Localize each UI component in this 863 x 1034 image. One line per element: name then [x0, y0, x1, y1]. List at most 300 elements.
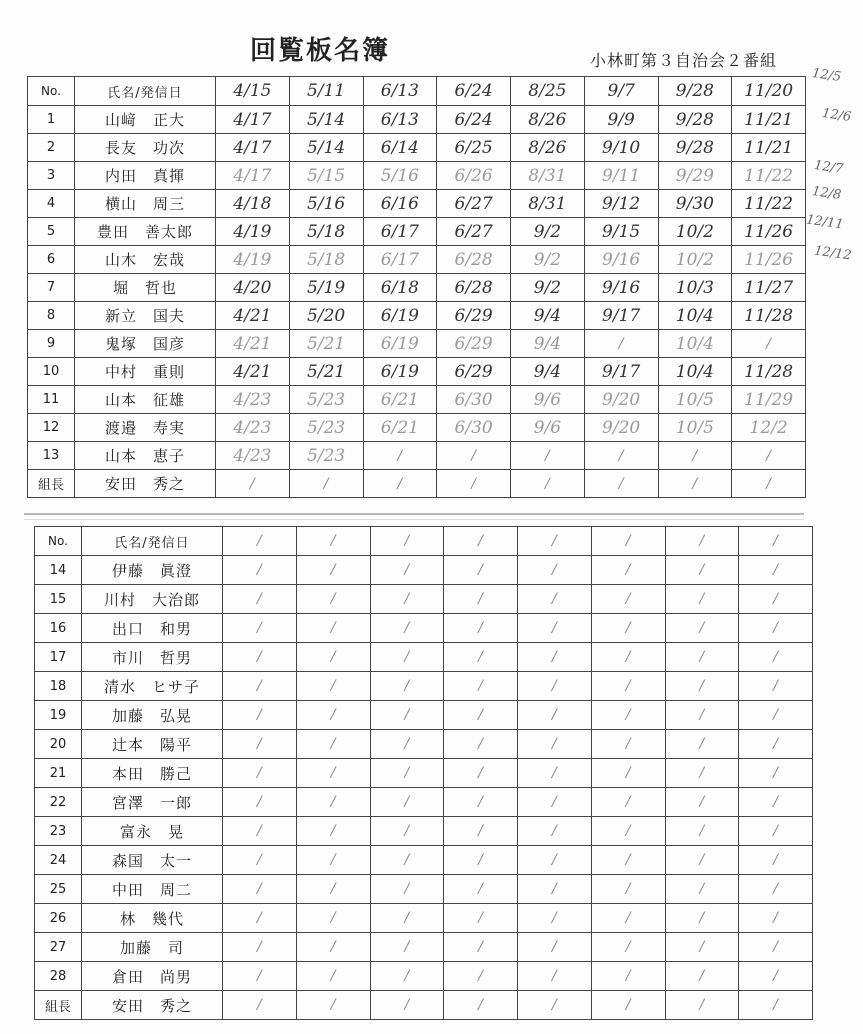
- row-number: 15: [35, 585, 82, 614]
- table-row: [35, 846, 813, 875]
- received-date: 6/27: [437, 218, 511, 246]
- empty-date-cell: /: [296, 585, 370, 614]
- received-date: /: [584, 330, 658, 358]
- received-date: 5/16: [363, 162, 437, 190]
- row-number: 12: [28, 414, 75, 442]
- empty-date-cell: /: [444, 672, 518, 701]
- empty-date-cell: /: [739, 817, 813, 846]
- table-row: [28, 134, 806, 162]
- empty-date-cell: /: [296, 701, 370, 730]
- header-row: [35, 527, 813, 556]
- member-name: 新立 国夫: [75, 302, 216, 330]
- received-date: 6/19: [363, 330, 437, 358]
- member-name: 加藤 弘晃: [82, 701, 223, 730]
- table-row: [35, 672, 813, 701]
- received-date: 5/21: [289, 358, 363, 386]
- empty-date-cell: /: [370, 701, 444, 730]
- empty-date-cell: /: [591, 933, 665, 962]
- empty-date-cell: /: [518, 730, 592, 759]
- table-row: [35, 991, 813, 1020]
- empty-date-cell: /: [739, 585, 813, 614]
- row-number: 17: [35, 643, 82, 672]
- received-date: 9/2: [511, 246, 585, 274]
- row-number: 28: [35, 962, 82, 991]
- received-date: 11/28: [732, 358, 806, 386]
- row-number: 18: [35, 672, 82, 701]
- empty-date-cell: /: [591, 556, 665, 585]
- empty-date-cell: /: [370, 817, 444, 846]
- empty-date-cell: /: [665, 875, 739, 904]
- received-date: 10/5: [658, 414, 732, 442]
- received-date: 6/17: [363, 218, 437, 246]
- empty-date-cell: /: [739, 991, 813, 1020]
- received-date: /: [216, 470, 290, 498]
- received-date: 6/24: [437, 106, 511, 134]
- empty-date-cell: /: [665, 672, 739, 701]
- received-date: 8/31: [511, 190, 585, 218]
- received-date: 6/16: [363, 190, 437, 218]
- received-date: 10/4: [658, 330, 732, 358]
- received-date: 4/21: [216, 358, 290, 386]
- margin-note: 12/5: [811, 66, 843, 85]
- received-date: 11/21: [732, 134, 806, 162]
- empty-date-cell: /: [518, 759, 592, 788]
- empty-date-cell: /: [223, 846, 297, 875]
- empty-date-cell: /: [296, 875, 370, 904]
- margin-note: 12/7: [813, 158, 845, 177]
- table-row: [28, 106, 806, 134]
- empty-date-cell: /: [370, 904, 444, 933]
- row-number: 21: [35, 759, 82, 788]
- received-date: 6/28: [437, 246, 511, 274]
- member-name: 鬼塚 国彦: [75, 330, 216, 358]
- row-number: 2: [28, 134, 75, 162]
- received-date: /: [511, 470, 585, 498]
- empty-date-cell: /: [296, 730, 370, 759]
- margin-note: 12/11: [805, 212, 845, 233]
- empty-date-cell: /: [370, 759, 444, 788]
- received-date: 6/27: [437, 190, 511, 218]
- empty-date-cell: /: [591, 730, 665, 759]
- empty-date-cell: /: [370, 933, 444, 962]
- empty-date-cell: /: [665, 556, 739, 585]
- empty-date-cell: /: [518, 788, 592, 817]
- empty-date-cell: /: [591, 904, 665, 933]
- member-name: 横山 周三: [75, 190, 216, 218]
- empty-date-cell: /: [370, 846, 444, 875]
- member-name: 山本 恵子: [75, 442, 216, 470]
- empty-date-cell: /: [223, 556, 297, 585]
- received-date: 8/26: [511, 134, 585, 162]
- received-date: 4/23: [216, 442, 290, 470]
- row-number: 1: [28, 106, 75, 134]
- empty-date-cell: /: [223, 672, 297, 701]
- member-name: 森国 太一: [82, 846, 223, 875]
- empty-date-cell: /: [296, 556, 370, 585]
- member-name: 渡邉 寿実: [75, 414, 216, 442]
- member-name: 清水 ヒサ子: [82, 672, 223, 701]
- received-date: /: [511, 442, 585, 470]
- empty-date-cell: /: [518, 817, 592, 846]
- row-number: 組長: [35, 991, 82, 1020]
- member-name: 豊田 善太郎: [75, 218, 216, 246]
- empty-date-cell: /: [296, 991, 370, 1020]
- empty-date-cell: /: [370, 875, 444, 904]
- empty-date-cell: /: [591, 817, 665, 846]
- received-date: 9/17: [584, 358, 658, 386]
- received-date: 9/16: [584, 246, 658, 274]
- row-number: 16: [35, 614, 82, 643]
- empty-date-cell: /: [444, 730, 518, 759]
- row-number: 19: [35, 701, 82, 730]
- received-date: 9/20: [584, 386, 658, 414]
- received-date: 6/19: [363, 358, 437, 386]
- empty-date-cell: /: [739, 788, 813, 817]
- received-date: 5/23: [289, 442, 363, 470]
- received-date: /: [437, 470, 511, 498]
- empty-date-cell: /: [223, 788, 297, 817]
- member-name: 加藤 司: [82, 933, 223, 962]
- received-date: 4/17: [216, 162, 290, 190]
- empty-date-cell: /: [223, 991, 297, 1020]
- empty-date-cell: /: [665, 643, 739, 672]
- row-number: 4: [28, 190, 75, 218]
- row-number: 26: [35, 904, 82, 933]
- member-name: 中村 重則: [75, 358, 216, 386]
- received-date: 10/5: [658, 386, 732, 414]
- received-date: 6/14: [363, 134, 437, 162]
- empty-date-cell: /: [665, 962, 739, 991]
- header-date-cell: /: [444, 527, 518, 556]
- member-name: 市川 哲男: [82, 643, 223, 672]
- empty-date-cell: /: [739, 614, 813, 643]
- empty-date-cell: /: [518, 701, 592, 730]
- empty-date-cell: /: [444, 556, 518, 585]
- received-date: 5/19: [289, 274, 363, 302]
- received-date: 9/2: [511, 218, 585, 246]
- header-no: No.: [35, 527, 82, 556]
- empty-date-cell: /: [518, 585, 592, 614]
- received-date: 11/28: [732, 302, 806, 330]
- empty-date-cell: /: [444, 788, 518, 817]
- empty-date-cell: /: [739, 672, 813, 701]
- empty-date-cell: /: [223, 614, 297, 643]
- row-number: 9: [28, 330, 75, 358]
- received-date: 9/4: [511, 330, 585, 358]
- row-number: 24: [35, 846, 82, 875]
- empty-date-cell: /: [444, 643, 518, 672]
- received-date: 5/18: [289, 246, 363, 274]
- empty-date-cell: /: [591, 788, 665, 817]
- empty-date-cell: /: [665, 730, 739, 759]
- empty-date-cell: /: [739, 875, 813, 904]
- header-name: 氏名/発信日: [82, 527, 223, 556]
- received-date: 9/11: [584, 162, 658, 190]
- table-row: [35, 904, 813, 933]
- received-date: 9/10: [584, 134, 658, 162]
- empty-date-cell: /: [444, 701, 518, 730]
- margin-note: 12/8: [811, 184, 843, 203]
- empty-date-cell: /: [518, 962, 592, 991]
- received-date: 11/27: [732, 274, 806, 302]
- received-date: 4/19: [216, 218, 290, 246]
- header-date-cell: /: [223, 527, 297, 556]
- table-row: [35, 759, 813, 788]
- table-row: [28, 190, 806, 218]
- empty-date-cell: /: [739, 962, 813, 991]
- empty-date-cell: /: [370, 991, 444, 1020]
- empty-date-cell: /: [444, 759, 518, 788]
- received-date: 6/29: [437, 302, 511, 330]
- received-date: 6/21: [363, 414, 437, 442]
- header-date-cell: /: [665, 527, 739, 556]
- empty-date-cell: /: [665, 759, 739, 788]
- table-row: [35, 875, 813, 904]
- empty-date-cell: /: [665, 614, 739, 643]
- header-name: 氏名/発信日: [75, 77, 216, 106]
- member-name: 本田 勝己: [82, 759, 223, 788]
- empty-date-cell: /: [223, 817, 297, 846]
- row-number: 25: [35, 875, 82, 904]
- member-name: 倉田 尚男: [82, 962, 223, 991]
- table-row: [35, 701, 813, 730]
- empty-date-cell: /: [223, 643, 297, 672]
- received-date: 9/4: [511, 358, 585, 386]
- empty-date-cell: /: [591, 614, 665, 643]
- member-name: 伊藤 眞澄: [82, 556, 223, 585]
- empty-date-cell: /: [444, 991, 518, 1020]
- received-date: 9/29: [658, 162, 732, 190]
- page-title: 回覧板名簿: [250, 36, 391, 66]
- table-row: [35, 643, 813, 672]
- empty-date-cell: /: [739, 730, 813, 759]
- empty-date-cell: /: [591, 759, 665, 788]
- member-name: 川村 大治郎: [82, 585, 223, 614]
- member-name: 安田 秀之: [75, 470, 216, 498]
- table-row: [35, 556, 813, 585]
- received-date: /: [732, 330, 806, 358]
- member-name: 宮澤 一郎: [82, 788, 223, 817]
- row-number: 3: [28, 162, 75, 190]
- member-name: 林 幾代: [82, 904, 223, 933]
- empty-date-cell: /: [739, 556, 813, 585]
- empty-date-cell: /: [444, 904, 518, 933]
- row-number: 7: [28, 274, 75, 302]
- table-row: [35, 788, 813, 817]
- empty-date-cell: /: [444, 585, 518, 614]
- received-date: 9/28: [658, 134, 732, 162]
- received-date: 11/21: [732, 106, 806, 134]
- empty-date-cell: /: [296, 759, 370, 788]
- received-date: 6/30: [437, 386, 511, 414]
- received-date: 5/14: [289, 106, 363, 134]
- header-date: 8/25: [511, 77, 585, 106]
- empty-date-cell: /: [223, 701, 297, 730]
- received-date: 9/16: [584, 274, 658, 302]
- header-row: [28, 77, 806, 106]
- table-row: [28, 302, 806, 330]
- empty-date-cell: /: [665, 788, 739, 817]
- received-date: 9/4: [511, 302, 585, 330]
- empty-date-cell: /: [370, 556, 444, 585]
- table-row: [35, 585, 813, 614]
- received-date: 5/18: [289, 218, 363, 246]
- empty-date-cell: /: [444, 933, 518, 962]
- received-date: 4/23: [216, 386, 290, 414]
- empty-date-cell: /: [591, 701, 665, 730]
- empty-date-cell: /: [665, 933, 739, 962]
- received-date: 6/30: [437, 414, 511, 442]
- received-date: /: [732, 442, 806, 470]
- received-date: 6/21: [363, 386, 437, 414]
- empty-date-cell: /: [444, 962, 518, 991]
- received-date: 9/2: [511, 274, 585, 302]
- table-row: [28, 442, 806, 470]
- empty-date-cell: /: [665, 991, 739, 1020]
- header-date-cell: /: [296, 527, 370, 556]
- member-name: 辻本 陽平: [82, 730, 223, 759]
- roster-table-top: [27, 76, 806, 498]
- empty-date-cell: /: [296, 817, 370, 846]
- empty-date-cell: /: [296, 933, 370, 962]
- empty-date-cell: /: [591, 962, 665, 991]
- table-row: [28, 386, 806, 414]
- table-row: [35, 614, 813, 643]
- received-date: 5/21: [289, 330, 363, 358]
- table-row: [28, 470, 806, 498]
- received-date: 6/18: [363, 274, 437, 302]
- row-number: 13: [28, 442, 75, 470]
- received-date: /: [363, 470, 437, 498]
- received-date: 9/20: [584, 414, 658, 442]
- empty-date-cell: /: [518, 875, 592, 904]
- received-date: 9/9: [584, 106, 658, 134]
- member-name: 内田 真揮: [75, 162, 216, 190]
- empty-date-cell: /: [518, 614, 592, 643]
- member-name: 安田 秀之: [82, 991, 223, 1020]
- header-date: 5/11: [289, 77, 363, 106]
- received-date: 5/20: [289, 302, 363, 330]
- received-date: /: [658, 470, 732, 498]
- row-number: 14: [35, 556, 82, 585]
- received-date: 6/19: [363, 302, 437, 330]
- received-date: 10/4: [658, 302, 732, 330]
- received-date: 9/12: [584, 190, 658, 218]
- received-date: 4/21: [216, 330, 290, 358]
- header-date-cell: /: [370, 527, 444, 556]
- received-date: /: [658, 442, 732, 470]
- received-date: 4/21: [216, 302, 290, 330]
- empty-date-cell: /: [665, 701, 739, 730]
- member-name: 山本 征雄: [75, 386, 216, 414]
- empty-date-cell: /: [591, 672, 665, 701]
- received-date: 5/23: [289, 386, 363, 414]
- empty-date-cell: /: [665, 817, 739, 846]
- table-row: [35, 730, 813, 759]
- empty-date-cell: /: [296, 643, 370, 672]
- empty-date-cell: /: [591, 643, 665, 672]
- empty-date-cell: /: [739, 933, 813, 962]
- table-row: [28, 218, 806, 246]
- empty-date-cell: /: [665, 904, 739, 933]
- empty-date-cell: /: [370, 585, 444, 614]
- member-name: 富永 晃: [82, 817, 223, 846]
- margin-note: 12/6: [821, 106, 853, 125]
- header-date: 11/20: [732, 77, 806, 106]
- margin-note: 12/12: [813, 243, 853, 264]
- empty-date-cell: /: [444, 817, 518, 846]
- table-row: [28, 274, 806, 302]
- received-date: 10/3: [658, 274, 732, 302]
- empty-date-cell: /: [370, 672, 444, 701]
- row-number: 6: [28, 246, 75, 274]
- received-date: 6/26: [437, 162, 511, 190]
- table-row: [28, 162, 806, 190]
- received-date: 5/14: [289, 134, 363, 162]
- empty-date-cell: /: [223, 933, 297, 962]
- received-date: 8/26: [511, 106, 585, 134]
- empty-date-cell: /: [739, 846, 813, 875]
- empty-date-cell: /: [739, 904, 813, 933]
- header-date-cell: /: [518, 527, 592, 556]
- received-date: 4/17: [216, 106, 290, 134]
- row-number: 8: [28, 302, 75, 330]
- row-number: 10: [28, 358, 75, 386]
- table-row: [28, 414, 806, 442]
- received-date: 11/22: [732, 190, 806, 218]
- received-date: 4/18: [216, 190, 290, 218]
- received-date: 10/2: [658, 246, 732, 274]
- empty-date-cell: /: [296, 788, 370, 817]
- table-row: [28, 330, 806, 358]
- table-row: [28, 246, 806, 274]
- empty-date-cell: /: [591, 875, 665, 904]
- table-row: [28, 358, 806, 386]
- received-date: 6/25: [437, 134, 511, 162]
- empty-date-cell: /: [444, 846, 518, 875]
- received-date: 11/26: [732, 218, 806, 246]
- section-divider: [24, 513, 804, 520]
- header-no: No.: [28, 77, 75, 106]
- empty-date-cell: /: [296, 904, 370, 933]
- empty-date-cell: /: [518, 846, 592, 875]
- header-date: 6/13: [363, 77, 437, 106]
- empty-date-cell: /: [296, 672, 370, 701]
- table-row: [35, 962, 813, 991]
- empty-date-cell: /: [739, 701, 813, 730]
- empty-date-cell: /: [370, 614, 444, 643]
- empty-date-cell: /: [518, 904, 592, 933]
- empty-date-cell: /: [739, 759, 813, 788]
- received-date: 5/23: [289, 414, 363, 442]
- received-date: 8/31: [511, 162, 585, 190]
- received-date: 11/29: [732, 386, 806, 414]
- received-date: 4/19: [216, 246, 290, 274]
- empty-date-cell: /: [665, 846, 739, 875]
- header-date-cell: /: [739, 527, 813, 556]
- empty-date-cell: /: [518, 933, 592, 962]
- received-date: 9/6: [511, 386, 585, 414]
- member-name: 出口 和男: [82, 614, 223, 643]
- received-date: /: [289, 470, 363, 498]
- row-number: 22: [35, 788, 82, 817]
- empty-date-cell: /: [370, 730, 444, 759]
- received-date: /: [732, 470, 806, 498]
- row-number: 11: [28, 386, 75, 414]
- received-date: 5/15: [289, 162, 363, 190]
- received-date: /: [437, 442, 511, 470]
- row-number: 5: [28, 218, 75, 246]
